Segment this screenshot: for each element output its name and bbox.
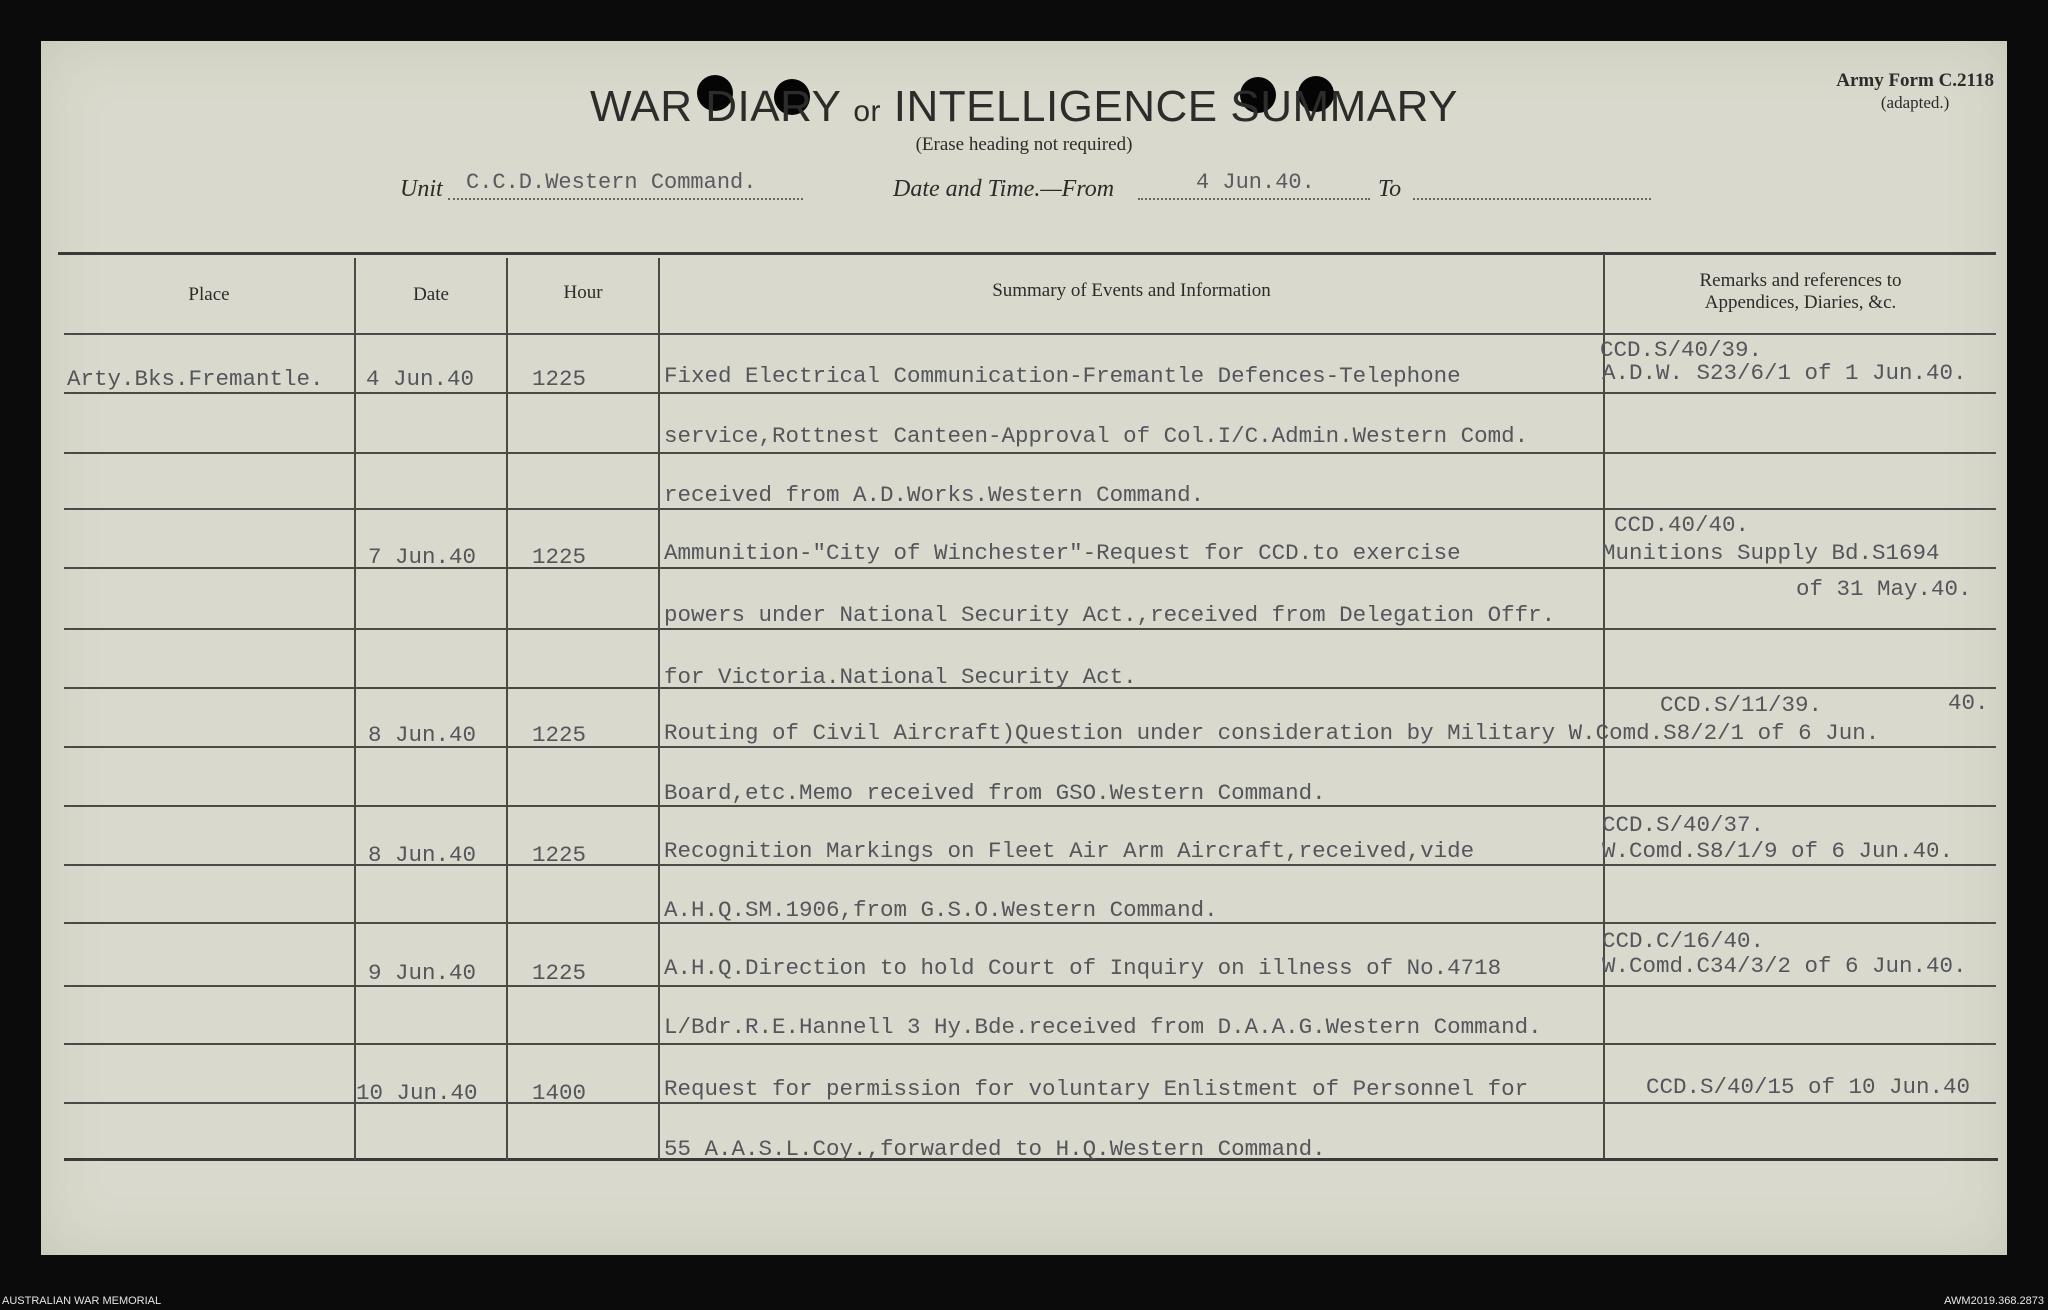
subheading: (Erase heading not required) [915,134,1133,155]
heading-war-diary: WAR DIARY [590,82,841,131]
column-header-date: Date [413,284,449,305]
unit-dotted-line [448,198,803,200]
row-rule [64,392,1996,394]
summary-line: A.H.Q.SM.1906,from G.S.O.Western Command. [664,897,1218,923]
header-rule [64,333,1996,335]
row-rule [64,1043,1996,1045]
summary-line: received from A.D.Works.Western Command. [664,482,1205,508]
hour-cell: 1225 [532,960,587,986]
row-rule [64,746,1996,748]
summary-line: 55 A.A.S.L.Coy.,forwarded to H.Q.Western Command. [664,1136,1326,1162]
remarks-line: CCD.S/40/15 of 10 Jun.40 [1646,1074,1971,1100]
row-rule [64,567,1996,569]
footer-accession-number: AWM2019.368.2873 [1944,1295,2044,1307]
summary-line: for Victoria.National Security Act. [664,664,1137,690]
hour-cell: 1225 [532,842,587,868]
remarks-line: CCD.S/11/39. [1660,692,1823,718]
summary-line: A.H.Q.Direction to hold Court of Inquiry on illness of No.4718 [664,955,1502,981]
unit-label: Unit [400,176,443,202]
column-header-summary: Summary of Events and Information [992,280,1271,301]
date-cell: 9 Jun.40 [368,960,477,986]
unit-value: C.C.D.Western Command. [466,170,757,195]
heading-intelligence-summary: INTELLIGENCE SUMMARY [893,82,1458,131]
column-header-hour: Hour [563,282,603,303]
remarks-line: A.D.W. S23/6/1 of 1 Jun.40. [1602,360,1967,386]
remarks-line: CCD.S/40/39. [1600,337,1763,363]
summary-line: Fixed Electrical Communication-Fremantle Defences-Telephone [664,363,1461,389]
remarks-line: Munitions Supply Bd.S1694 [1602,540,1940,566]
footer-institution: AUSTRALIAN WAR MEMORIAL [2,1295,162,1307]
date-cell: 8 Jun.40 [368,842,477,868]
row-rule [64,1102,1996,1104]
place-cell: Arty.Bks.Fremantle. [67,366,324,392]
summary-line: Ammunition-"City of Winchester"-Request for CCD.to exercise [664,540,1461,566]
remarks-line: W.Comd.S8/1/9 of 6 Jun.40. [1602,838,1954,864]
summary-line: Board,etc.Memo received from GSO.Western Command. [664,780,1326,806]
row-rule [64,508,1996,510]
row-rule [64,864,1996,866]
heading-or: or [853,95,882,128]
remarks-line: CCD.S/40/37. [1602,812,1765,838]
hour-cell: 1225 [532,366,587,392]
remarks-line: CCD.C/16/40. [1602,928,1765,954]
remarks-line: W.Comd.C34/3/2 of 6 Jun.40. [1602,953,1967,979]
date-time-label: Date and Time.—From [893,176,1115,202]
page-title [0,82,2048,132]
summary-line: Recognition Markings on Fleet Air Arm Aircraft,received,vide [664,838,1475,864]
remarks-line: of 31 May.40. [1796,576,1972,602]
summary-line: powers under National Security Act.,received from Delegation Offr. [664,602,1556,628]
from-value: 4 Jun.40. [1196,170,1315,195]
from-dotted-line [1138,198,1370,200]
summary-line: L/Bdr.R.E.Hannell 3 Hy.Bde.received from D.A.A.G.Western Command. [664,1014,1542,1040]
column-divider [1603,254,1605,1158]
to-label: To [1378,176,1402,202]
summary-line: Request for permission for voluntary Enlistment of Personnel for [664,1076,1529,1102]
hour-cell: 1225 [532,722,587,748]
remarks-header-line-1: Remarks and references to [1699,270,1902,291]
remarks-line: 40. [1948,690,1989,716]
hour-cell: 1400 [532,1080,587,1106]
army-form-number: Army Form C.2118 [1836,70,1994,91]
column-header-place: Place [188,284,230,305]
date-cell: 7 Jun.40 [368,544,477,570]
date-cell: 4 Jun.40 [366,366,475,392]
to-dotted-line [1413,198,1651,200]
date-cell: 10 Jun.40 [356,1080,478,1106]
hour-cell: 1225 [532,544,587,570]
army-form-label [1836,70,1994,114]
remarks-header-line-2: Appendices, Diaries, &c. [1704,292,1897,313]
row-rule [64,452,1996,454]
summary-line: service,Rottnest Canteen-Approval of Col.I/C.Admin.Western Comd. [664,423,1529,449]
column-header-remarks [1605,270,1996,314]
date-cell: 8 Jun.40 [368,722,477,748]
row-rule [64,985,1996,987]
remarks-line: CCD.40/40. [1614,512,1750,538]
diary-sheet [41,41,2007,1255]
table-top-rule [58,252,1996,255]
row-rule [64,628,1996,630]
army-form-adapted: (adapted.) [1880,93,1950,112]
summary-line: Routing of Civil Aircraft)Question under consideration by Military W.Comd.S8/2/1 of 6 Jun. [664,720,1880,746]
